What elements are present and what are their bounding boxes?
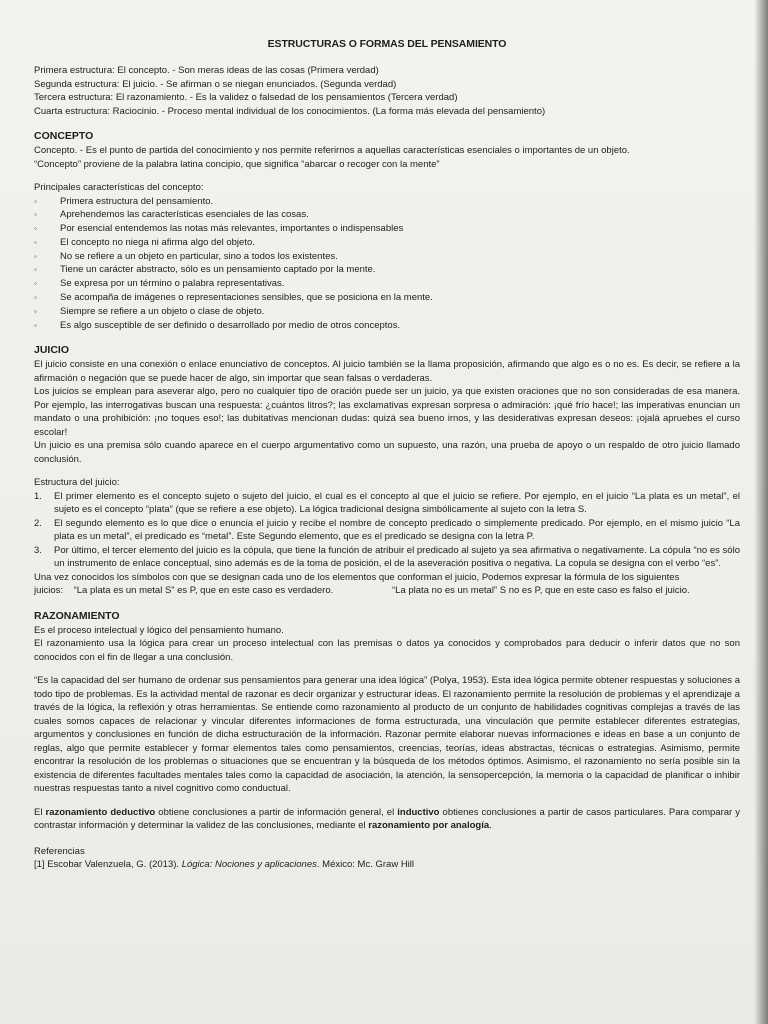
list-item-text: Tiene un carácter abstracto, sólo es un pensamiento captado por la mente. — [60, 264, 376, 276]
item-number: 1. — [34, 490, 42, 502]
list-item-text: Aprehendemos las características esenciales de las cosas. — [60, 209, 309, 221]
razonamiento-paragraph: Es el proceso intelectual y lógico del pensamiento humano. — [34, 624, 284, 636]
bold-term: razonamiento por analogía — [368, 820, 490, 832]
text-run: obtienes conclusiones a partir de casos particulares. Para comparar y contrastar información y determinar la validez de las conclusiones, mediante el — [34, 806, 741, 832]
bold-term: inductivo — [397, 806, 440, 818]
list-item-text: Se expresa por un término o palabra representativas. — [60, 278, 285, 290]
bullet-icon: ◦ — [34, 265, 37, 275]
structure-item — [34, 544, 740, 571]
razonamiento-heading: RAZONAMIENTO — [34, 609, 120, 622]
juicio-section — [34, 344, 740, 598]
document-title: ESTRUCTURAS O FORMAS DEL PENSAMIENTO — [267, 38, 507, 50]
scan-edge-shadow — [754, 0, 768, 1024]
characteristics-list — [34, 195, 740, 333]
razonamiento-paragraph: “Es la capacidad del ser humano de ordenar sus pensamientos para generar una idea lógica” (Polya, 1953). Esta idea lógica permite obtener respuestas y soluciones a todo tipo de problemas. Es la actividad mental de razonar es decir organizar y estructurar ideas. El razonamiento permite la resolución de problemas y el aprendizaje a través de la lógica, la reflexión y otras herramientas. Se entiende como razonamiento al producto de un conjunto de habilidades cognitivas complejas a través de las cuales somos capaces de relacionar y vincular diferentes informaciones de forma estructurada, una vinculación que permite establecer diferentes estrategias, argumentos y conclusiones en función de dicha estructuración de la información. Razonar permite elaborar nuevas informaciones e ideas en base a un conjunto de reglas, algo que permite establecer y formar elementos tales como pensamientos, creencias, teorías, ideas abstractas, técnicas o estrategias. Asimismo, permite encontrar la resolución de los problemas o situaciones que se encuentran y la búsqueda de los métodos óptimos. Asimismo, el razonamiento no sería posible sin la existencia de diferentes facultades mentales tales como la capacidad de asociación, la atención, la sensopercepción, la memoria o la capacidad de planificar o inhibir nuestras respuestas tanto a nivel cognitivo como conductual. — [34, 675, 740, 795]
list-item-text: Siempre se refiere a un objeto o clase de objeto. — [60, 305, 265, 317]
list-item — [34, 250, 740, 264]
intro-line: Segunda estructura: El juicio. - Se afirman o se niegan enunciados. (Segunda verdad) — [34, 78, 397, 90]
item-number: 3. — [34, 544, 42, 556]
concepto-paragraph: “Concepto” proviene de la palabra latina concipio, que significa “abarcar o recoger con la mente” — [34, 158, 440, 170]
text-run: El — [34, 806, 46, 818]
text-run: . — [489, 820, 492, 832]
item-number: 2. — [34, 517, 42, 529]
razonamiento-summary — [34, 806, 740, 833]
bullet-icon: ◦ — [34, 306, 37, 316]
references-heading: Referencias — [34, 845, 85, 857]
concepto-heading: CONCEPTO — [34, 130, 94, 142]
list-item — [34, 208, 740, 222]
list-item — [34, 291, 740, 305]
structure-list — [34, 490, 740, 571]
list-item — [34, 305, 740, 319]
juicio-paragraph: Los juicios se emplean para aseverar algo, pero no cualquier tipo de oración puede ser un juicio, ya que existen oraciones que no son consideradas de esa manera. Por ejemplo, las interrogativas buscan una respuesta: ¿cuántos litros?; las exclamativas expresan sorpresa o admiración: ¡qué frío hace!; las imperativas enuncian un mandato o una prohibición: ¡no toques eso!; las dubitativas mencionan dudas: quizá sea bueno irnos, y las desiderativas expresan deseos: ¡ojalá apruebes el curso escolar! — [34, 386, 740, 438]
text-run: obtiene conclusiones a partir de información general, el — [155, 806, 398, 818]
italic-title: Lógica: Nociones y aplicaciones — [181, 859, 317, 871]
bullet-icon: ◦ — [34, 224, 37, 234]
bullet-icon: ◦ — [34, 251, 37, 261]
intro-line: Tercera estructura: El razonamiento. - Es la validez o falsedad de los pensamientos (Tercera verdad) — [34, 92, 458, 103]
juicio-example: juicios: “La plata es un metal S” es P, que en este caso es verdadero. — [34, 585, 334, 597]
bold-term: razonamiento deductivo — [45, 806, 156, 818]
item-text: El segundo elemento es lo que dice o enuncia el juicio y recibe el nombre de concepto predicado o simplemente predicado. Por ejemplo, en el mismo juicio “La plata es un metal”, el predicado es “metal”. Este Segundo elemento, que es el predicado se designa con la letra P. — [54, 517, 740, 543]
list-item — [34, 277, 740, 291]
characteristics-title: Principales características del concepto: — [34, 182, 204, 193]
razonamiento-section — [34, 610, 740, 833]
juicio-heading: JUICIO — [34, 344, 70, 357]
structure-item — [34, 490, 740, 517]
bullet-icon: ◦ — [34, 279, 37, 289]
intro-line: Primera estructura: El concepto. - Son meras ideas de las cosas (Primera verdad) — [34, 65, 379, 76]
intro-line: Cuarta estructura: Raciocinio. - Proceso mental individual de los conocimientos. (La forma más elevada del pensamiento) — [34, 105, 546, 117]
juicios-examples — [34, 584, 740, 598]
bullet-icon: ◦ — [34, 293, 37, 303]
list-item — [34, 263, 740, 277]
list-item-text: Primera estructura del pensamiento. — [60, 195, 214, 207]
reference-entry — [34, 858, 740, 872]
bullet-icon: ◦ — [34, 320, 37, 330]
item-text: El primer elemento es el concepto sujeto o sujeto del juicio, el cual es el concepto al que el juicio se refiere. Por ejemplo, en el juicio “La plata es un metal”, el sujeto es el concepto “plata” (que se refiere a ese objeto). La lógica tradicional designa simbólicamente al sujeto con la letra S. — [54, 490, 740, 516]
intro-block — [34, 64, 740, 118]
juicio-paragraph: El juicio consiste en una conexión o enlace enunciativo de conceptos. Al juicio también se la llama proposición, afirmando que algo es o no es. Es decir, se refiere a la afirmación o negación que se puede hacer de algo, sin importar que sean falsas o verdaderas. — [34, 359, 740, 384]
list-item — [34, 195, 740, 209]
list-item-text: Por esencial entendemos las notas más relevantes, importantes o indispensables — [60, 223, 404, 235]
bullet-icon: ◦ — [34, 237, 37, 247]
list-item — [34, 319, 740, 333]
bullet-icon: ◦ — [34, 210, 37, 220]
spacer — [34, 466, 740, 476]
list-item — [34, 236, 740, 250]
juicio-example: “La plata no es un metal” S no es P, que en este caso es falso el juicio. — [392, 585, 690, 597]
list-item-text: El concepto no niega ni afirma algo del objeto. — [60, 236, 255, 248]
list-item-text: No se refiere a un objeto en particular, sino a todos los existentes. — [60, 250, 338, 262]
text-run: [1] Escobar Valenzuela, G. (2013). — [34, 859, 182, 871]
spacer — [34, 171, 740, 181]
concepto-section — [34, 130, 740, 332]
concepto-paragraph: Concepto. - Es el punto de partida del conocimiento y nos permite referirnos a aquellas características esenciales o importantes de un objeto. — [34, 145, 630, 156]
text-run: . México: Mc. Graw Hill — [316, 859, 415, 871]
spacer — [34, 664, 740, 674]
structure-item — [34, 517, 740, 544]
references-section — [34, 845, 740, 872]
bullet-icon: ◦ — [34, 196, 37, 206]
spacer — [34, 796, 740, 806]
juicio-paragraph: Un juicio es una premisa sólo cuando aparece en el cuerpo argumentativo como un supuesto, una razón, una prueba de apoyo o un respaldo de otro juicio llamado conclusión. — [34, 440, 740, 465]
list-item-text: Se acompaña de imágenes o representaciones sensibles, que se posiciona en la mente. — [60, 292, 433, 304]
list-item — [34, 222, 740, 236]
item-text: Por último, el tercer elemento del juicio es la cópula, que tiene la función de atribuir el predicado al sujeto ya sea afirmativa o negativamente. La cópula “no es sólo un instrumento de enlace conceptual, sino además es de la toma de posición, el de la aseveración positiva o negativa. La copula se designa con el verbo “es”. — [54, 544, 740, 570]
list-item-text: Es algo susceptible de ser definido o desarrollado por medio de otros conceptos. — [60, 319, 401, 331]
juicio-paragraph: Una vez conocidos los símbolos con que se designan cada uno de los elementos que conforman el juicio, Podemos expresar la fórmula de los siguientes — [34, 571, 680, 583]
razonamiento-paragraph: El razonamiento usa la lógica para crear un proceso intelectual con las premisas o datos ya conocidos y comprobados para deducir o inferir datos que no son conocidos con el fin de llegar a una conclusión. — [34, 638, 740, 663]
structure-title: Estructura del juicio: — [34, 477, 120, 489]
